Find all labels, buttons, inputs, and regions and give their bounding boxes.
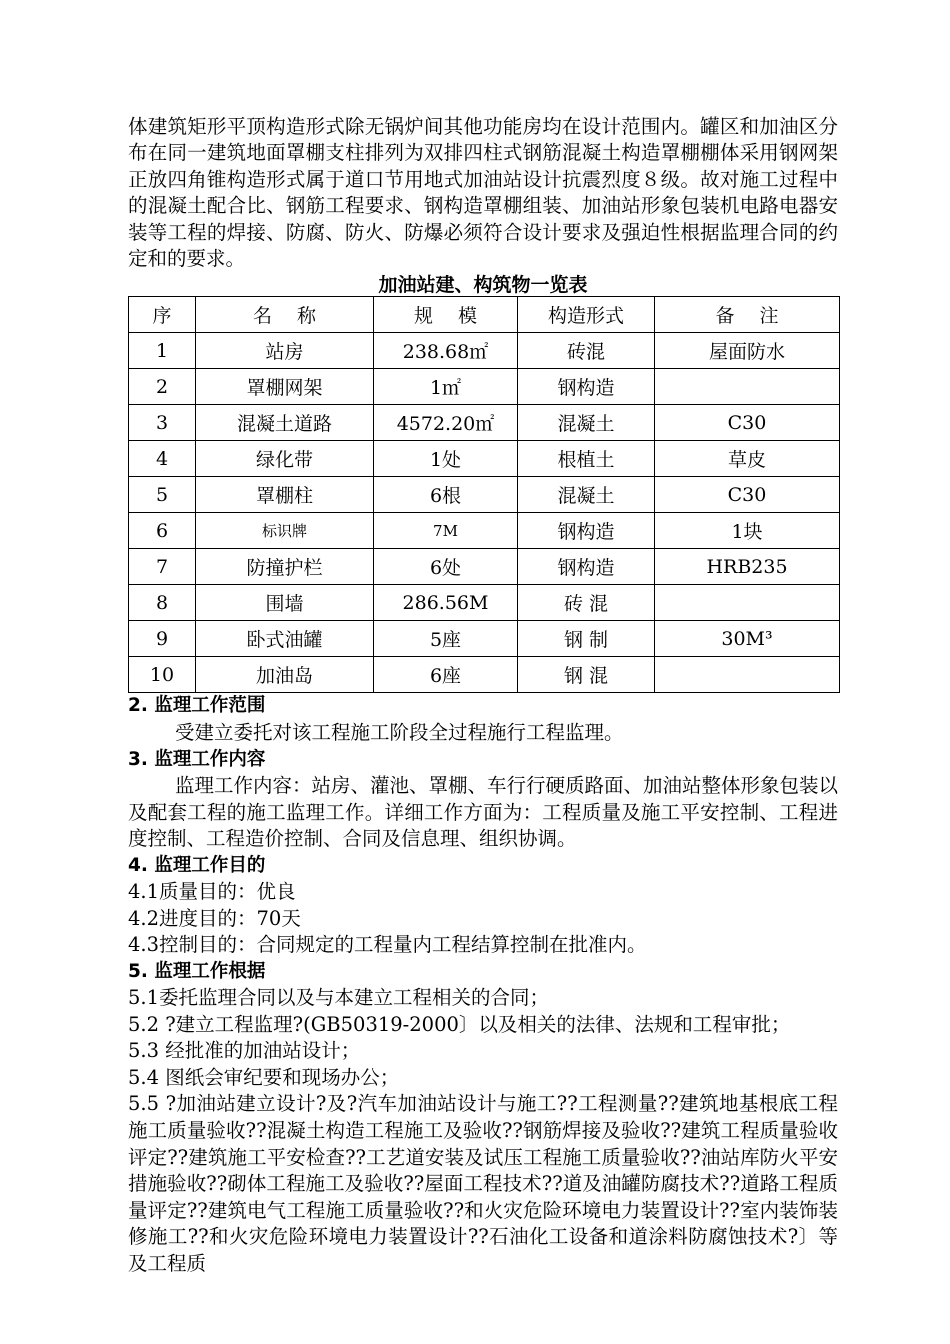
cell-name: 围墙 bbox=[196, 585, 374, 621]
intro-paragraph: 体建筑矩形平顶构造形式除无锅炉间其他功能房均在设计范围内。罐区和加油区分布在同一建筑地面罩棚支柱排列为双排四柱式钢筋混凝土构造罩棚棚体采用钢网架正放四角锥构造形式属于道口节用地式加油站设计抗震烈度８级。故对施工过程中的混凝土配合比、钢筋工程要求、钢构造罩棚组装、加油站形象包装机电路电器安装等工程的焊接、防腐、防火、防爆必须符合设计要求及强迫性根据监理合同的约定和的要求。 bbox=[128, 115, 838, 271]
cell-remark: HRB235 bbox=[655, 549, 840, 585]
cell-scale: 6处 bbox=[374, 549, 518, 585]
cell-scale: 6座 bbox=[374, 657, 518, 693]
table-row bbox=[129, 585, 840, 621]
cell-scale: 238.68㎡ bbox=[374, 333, 518, 369]
section-2-heading: 2. 监理工作范围 bbox=[128, 695, 266, 717]
cell-index: 3 bbox=[129, 405, 196, 441]
cell-index: 6 bbox=[129, 513, 196, 549]
basis-item: 5.4 图纸会审纪要和现场办公； bbox=[128, 1065, 400, 1089]
cell-structure: 砖混 bbox=[518, 333, 655, 369]
cell-index: 10 bbox=[129, 657, 196, 693]
cell-index: 5 bbox=[129, 477, 196, 513]
cell-index: 4 bbox=[129, 441, 196, 477]
basis-item: 5.3 经批准的加油站设计； bbox=[128, 1039, 361, 1063]
cell-structure: 钢构造 bbox=[518, 549, 655, 585]
cell-index: 8 bbox=[129, 585, 196, 621]
cell-scale: 7M bbox=[374, 513, 518, 549]
cell-index: 7 bbox=[129, 549, 196, 585]
goal-item: 4.1质量目的：优良 bbox=[128, 880, 296, 904]
cell-structure: 钢构造 bbox=[518, 513, 655, 549]
cell-structure: 钢 制 bbox=[518, 621, 655, 657]
table-row bbox=[129, 405, 840, 441]
table-row bbox=[129, 441, 840, 477]
cell-name: 罩棚柱 bbox=[196, 477, 374, 513]
cell-structure: 混凝土 bbox=[518, 477, 655, 513]
goal-item: 4.2进度目的：70天 bbox=[128, 906, 301, 930]
basis-item-long: 5.5 ?加油站建立设计?及?汽车加油站设计与施工??工程测量??建筑地基根底工程施工质量验收??混凝土构造工程施工及验收??钢筋焊接及验收??建筑工程质量验收评定??建筑施工平安检查??工艺道安装及试压工程施工质量验收??油站库防火平安措施验收??砌体工程施工及验收??屋面工程技术??道及油罐防腐技术??道路工程质量评定??建筑电气工程施工质量验收??和火灾危险环境电力装置设计??室内装饰装修施工??和火灾危险环境电力装置设计??石油化工设备和道涂料防腐蚀技术?〕等及工程质 bbox=[128, 1092, 838, 1275]
header-name: 名 称 bbox=[196, 297, 374, 333]
cell-remark bbox=[655, 369, 840, 405]
cell-scale: 4572.20㎡ bbox=[374, 405, 518, 441]
cell-name: 绿化带 bbox=[196, 441, 374, 477]
section-3-text: 监理工作内容：站房、灌池、罩棚、车行行硬质路面、加油站整体形象包装以及配套工程的施工监理工作。详细工作方面为：工程质量及施工平安控制、工程进度控制、工程造价控制、合同及信息理、组织协调。 bbox=[128, 774, 839, 851]
cell-scale: 6根 bbox=[374, 477, 518, 513]
table-row bbox=[129, 477, 840, 513]
section-2-text: 受建立委托对该工程施工阶段全过程施行工程监理。 bbox=[175, 720, 624, 744]
section-5-heading: 5. 监理工作根据 bbox=[128, 960, 266, 982]
cell-structure: 混凝土 bbox=[518, 405, 655, 441]
cell-remark: 草皮 bbox=[655, 441, 840, 477]
cell-remark: 1块 bbox=[655, 513, 840, 549]
cell-name: 混凝土道路 bbox=[196, 405, 374, 441]
table-row bbox=[129, 657, 840, 693]
cell-index: 9 bbox=[129, 621, 196, 657]
header-remark: 备 注 bbox=[655, 297, 840, 333]
cell-scale: 1㎡ bbox=[374, 369, 518, 405]
table-row bbox=[129, 333, 840, 369]
table-title: 加油站建、构筑物一览表 bbox=[378, 274, 588, 297]
section-4-heading: 4. 监理工作目的 bbox=[128, 854, 266, 876]
cell-name: 防撞护栏 bbox=[196, 549, 374, 585]
table-row bbox=[129, 513, 840, 549]
cell-structure: 钢构造 bbox=[518, 369, 655, 405]
table-header-row bbox=[129, 297, 840, 333]
cell-name: 站房 bbox=[196, 333, 374, 369]
cell-scale: 286.56M bbox=[374, 585, 518, 621]
cell-structure: 砖 混 bbox=[518, 585, 655, 621]
cell-structure: 根植土 bbox=[518, 441, 655, 477]
cell-scale: 5座 bbox=[374, 621, 518, 657]
goal-item: 4.3控制目的：合同规定的工程量内工程结算控制在批准内。 bbox=[128, 933, 647, 957]
cell-index: 2 bbox=[129, 369, 196, 405]
cell-name: 标识牌 bbox=[196, 513, 374, 549]
buildings-table bbox=[128, 296, 840, 693]
cell-remark: 30M³ bbox=[655, 621, 840, 657]
cell-index: 1 bbox=[129, 333, 196, 369]
cell-remark: 屋面防水 bbox=[655, 333, 840, 369]
cell-name: 卧式油罐 bbox=[196, 621, 374, 657]
header-structure: 构造形式 bbox=[518, 297, 655, 333]
cell-structure: 钢 混 bbox=[518, 657, 655, 693]
cell-scale: 1处 bbox=[374, 441, 518, 477]
cell-remark: C30 bbox=[655, 405, 840, 441]
basis-item: 5.1委托监理合同以及与本建立工程相关的合同； bbox=[128, 986, 550, 1010]
header-scale: 规 模 bbox=[374, 297, 518, 333]
header-index: 序 bbox=[129, 297, 196, 333]
cell-remark bbox=[655, 585, 840, 621]
table-row bbox=[129, 621, 840, 657]
cell-name: 加油岛 bbox=[196, 657, 374, 693]
table-row bbox=[129, 369, 840, 405]
cell-remark bbox=[655, 657, 840, 693]
cell-remark: C30 bbox=[655, 477, 840, 513]
section-3-heading: 3. 监理工作内容 bbox=[128, 748, 266, 770]
table-row bbox=[129, 549, 840, 585]
cell-name: 罩棚网架 bbox=[196, 369, 374, 405]
basis-item: 5.2 ?建立工程监理?(GB50319-2000〕以及相关的法律、法规和工程审批； bbox=[128, 1012, 791, 1036]
document-page bbox=[128, 114, 838, 1277]
